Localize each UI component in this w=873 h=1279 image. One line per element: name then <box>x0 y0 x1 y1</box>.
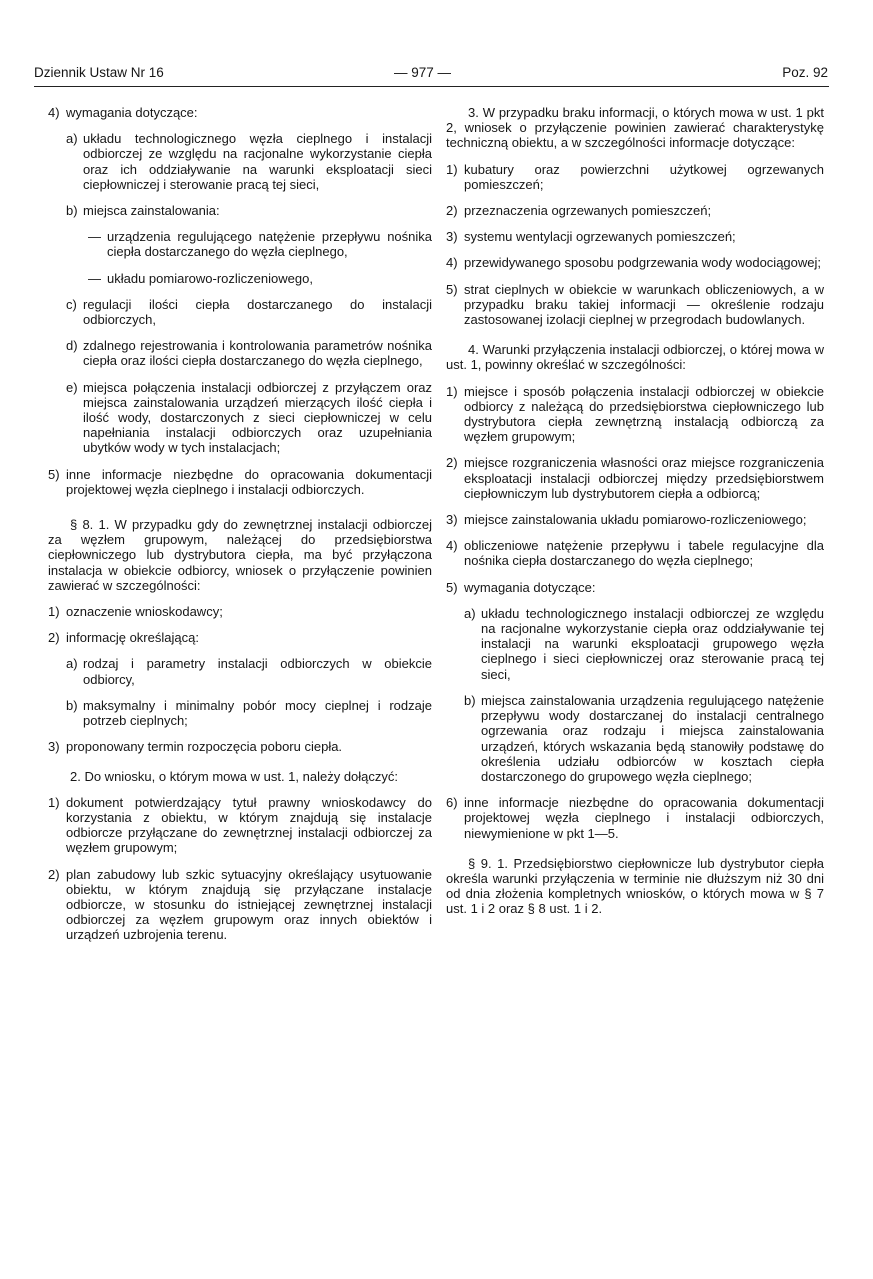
page-number: — 977 — <box>394 65 452 80</box>
list-item: e) miejsca połączenia instalacji odbiorczej z przyłączem oraz miejsca zainstalowania urządzeń mierzących ilość ciepła i ilość wody, dostarczonych z sieci ciepłowniczej w celu napełniania instalacji odbiorczych oraz uzupełniania ubytków wody w tych instalacjach; <box>66 379 432 456</box>
list-item: a) rodzaj i parametry instalacji odbiorczych w obiekcie odbiorcy, <box>66 656 432 687</box>
list-item: b) miejsca zainstalowania urządzenia regulującego natężenie przepływu wody dostarczanej do instalacji centralnego ogrzewania oraz rodzaju i miejsca zainstalowania urządzeń, których wskazania będą stanowiły podstawę do określenia udziału odbiorców w kosztach ciepła dostarczonego do grupowego węzła cieplnego; <box>464 692 824 784</box>
list-item: 6) inne informacje niezbędne do opracowania dokumentacji projektowej węzła cieplnego i instalacji odbiorczych, niewymienione w pkt 1—5. <box>446 795 824 841</box>
list-item: 2) miejsce rozgraniczenia własności oraz miejsce rozgraniczenia eksploatacji instalacji odbiorczej między przedsiębiorstwem ciepłowniczym lub dystrybutorem ciepła a odbiorcą; <box>446 455 824 501</box>
list-item: 4) obliczeniowe natężenie przepływu i tabele regulacyjne dla nośnika ciepła dostarczanego do węzła cieplnego; <box>446 538 824 569</box>
paragraph-2-intro: 2. Do wniosku, o którym mowa w ust. 1, należy dołączyć: <box>70 768 399 784</box>
dash-item: — układu pomiarowo-rozliczeniowego, <box>88 270 313 286</box>
header-rule <box>34 86 829 87</box>
section-9: § 9. 1. Przedsiębiorstwo ciepłownicze lub dystrybutor ciepła określa warunki przyłączenia w terminie nie dłuższym niż 30 dni od dnia złożenia kompletnych wniosków, o których mowa w § 7 ust. 1 i 2 oraz § 8 ust. 1 i 2. <box>446 855 824 917</box>
list-item: 1) oznaczenie wnioskodawcy; <box>48 604 223 620</box>
list-item: 2) przeznaczenia ogrzewanych pomieszczeń; <box>446 203 712 219</box>
list-item: 2) plan zabudowy lub szkic sytuacyjny określający usytuowanie obiektu, w którym znajdują się przyłączane instalacje odbiorcze, w stosunku do istniejącej zewnętrznej instalacji odbiorczej za węzłem grupowym oraz innych obiektów i urządzeń uzbrojenia terenu. <box>48 866 432 943</box>
position-number: Poz. 92 <box>782 65 828 80</box>
list-item: 1) kubatury oraz powierzchni użytkowej ogrzewanych pomieszczeń; <box>446 161 824 192</box>
list-item: d) zdalnego rejestrowania i kontrolowania parametrów nośnika ciepła oraz ilości ciepła dostarczanego do węzła cieplnego, <box>66 338 432 369</box>
list-item: c) regulacji ilości ciepła dostarczanego do instalacji odbiorczych, <box>66 296 432 328</box>
list-item: 5) inne informacje niezbędne do opracowania dokumentacji projektowej węzła cieplnego i instalacji odbiorczych. <box>48 466 432 497</box>
list-item: 3) miejsce zainstalowania układu pomiarowo-rozliczeniowego; <box>446 512 807 528</box>
list-item: 5) strat cieplnych w obiekcie w warunkach obliczeniowych, a w przypadku braku takiej informacji — określenie rodzaju zastosowanej izolacji cieplnej w przegrodach budowlanych. <box>446 281 824 328</box>
list-item: 3) systemu wentylacji ogrzewanych pomieszczeń; <box>446 229 736 245</box>
list-item: 5) wymagania dotyczące: <box>446 579 596 595</box>
list-item: a) układu technologicznego instalacji odbiorczej ze względu na racjonalne wykorzystanie ciepła oraz oddziaływanie tej instalacji na warunki eksploatacji grupowego węzła cieplnego i sieci ciepłowniczej oraz sterowanie pracą tej sieci, <box>464 605 824 682</box>
list-item: 4) przewidywanego sposobu podgrzewania wody wodociągowej; <box>446 255 821 271</box>
list-item: 1) dokument potwierdzający tytuł prawny wnioskodawcy do korzystania z obiektu, w którym znajdują się instalacje odbiorcze przyłączane do zewnętrznej instalacji odbiorczej za węzłem grupowym; <box>48 794 432 856</box>
list-item: 1) miejsce i sposób połączenia instalacji odbiorczej w obiekcie odbiorcy z należącą do przedsiębiorstwa ciepłowniczego lub dystrybutora ciepła zewnętrzną instalacją odbiorczą za węzłem grupowym; <box>446 383 824 445</box>
list-item: 4) wymagania dotyczące: <box>48 105 198 120</box>
section-8-intro: § 8. 1. W przypadku gdy do zewnętrznej instalacji odbiorczej za węzłem grupowym, należącej do przedsiębiorstwa ciepłowniczego lub dystrybutora ciepła, ma być przyłączona instalacja w obiekcie odbiorcy, wniosek o przyłączenie powinien zawierać w szczególności: <box>48 517 432 593</box>
list-item: a) układu technologicznego węzła cieplnego i instalacji odbiorczej ze względu na racjonalne wykorzystanie ciepła oraz ich oddziaływanie na warunki eksploatacji sieci ciepłowniczej i sterowanie pracą tej sieci, <box>66 131 432 192</box>
list-item: 2) informację określającą: <box>48 630 199 646</box>
running-header <box>34 65 828 83</box>
list-item: b) miejsca zainstalowania: <box>66 203 220 219</box>
dash-item: — urządzenia regulującego natężenie przepływu nośnika ciepła dostarczanego do węzła cieplnego, <box>88 229 432 260</box>
paragraph-3-intro: 3. W przypadku braku informacji, o których mowa w ust. 1 pkt 2, wniosek o przyłączenie powinien zawierać charakterystykę techniczną obiektu, a w szczególności informacje dotyczące: <box>446 105 824 151</box>
right-column <box>446 105 824 928</box>
list-item: 3) proponowany termin rozpoczęcia poboru ciepła. <box>48 739 343 755</box>
journal-title: Dziennik Ustaw Nr 16 <box>34 65 164 80</box>
left-column <box>48 105 432 954</box>
list-item: b) maksymalny i minimalny pobór mocy cieplnej i rodzaje potrzeb cieplnych; <box>66 697 432 729</box>
paragraph-4-intro: 4. Warunki przyłączenia instalacji odbiorczej, o której mowa w ust. 1, powinny określać w szczególności: <box>446 342 824 373</box>
